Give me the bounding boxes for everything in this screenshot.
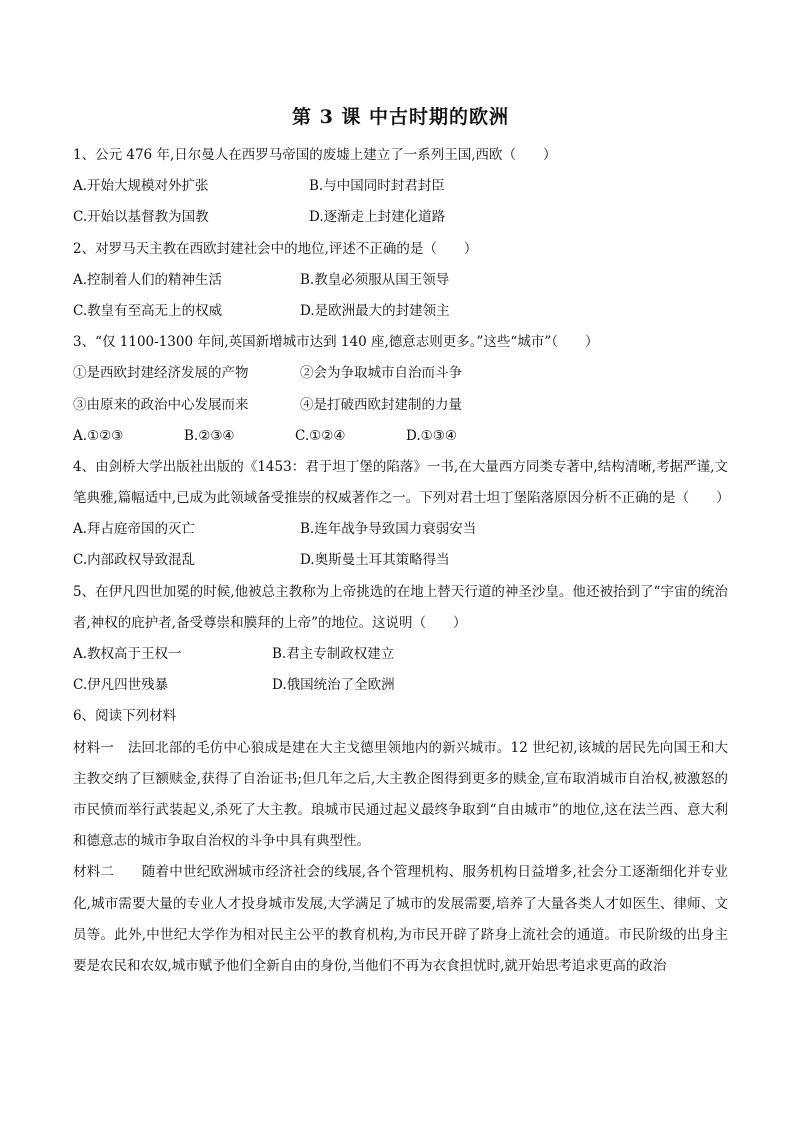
option-d: D.①③④ (406, 427, 457, 444)
option-c: C.①②④ (295, 427, 346, 444)
option-a: A.开始大规模对外扩张 (73, 178, 209, 195)
page-title: 第 3 课 中古时期的欧洲 (291, 106, 510, 128)
statement-3: ③由原来的政治中心发展而来 (73, 396, 249, 413)
option-d: D.逐渐走上封建化道路 (309, 209, 446, 226)
question-3-stem: 3、“仅 1100-1300 年间,英国新增城市达到 140 座,德意志则更多。”这些“城市”（ ） (73, 334, 599, 351)
option-b: B.连年战争导致国力衰弱安当 (300, 521, 477, 538)
option-c: C.开始以基督教为国教 (73, 209, 209, 226)
statement-2: ②会为争取城市自治而斗争 (300, 365, 462, 382)
question-3-statements-row-2 (73, 390, 728, 421)
option-b: B.君主专制政权建立 (272, 646, 395, 663)
question-1-options-row-2 (73, 202, 728, 233)
question-2-stem: 2、对罗马天主教在西欧封建社会中的地位,评述不正确的是（ ） (73, 240, 478, 257)
option-c: C.教皇有至高无上的权威 (73, 302, 223, 319)
question-5-stem: 5、在伊凡四世加冕的时候,他被总主教称为上帝挑选的在地上替天行道的神圣沙皇。他还被抬到了“宇宙的统治者,神权的庇护者,备受尊崇和膜拜的上帝”的地位。这说明（ ） (73, 583, 728, 631)
option-b: B.②③④ (184, 427, 235, 444)
question-4-options-row-2 (73, 545, 728, 576)
option-a: A.教权高于王权一 (73, 646, 182, 663)
option-a: A.控制着人们的精神生活 (73, 271, 223, 288)
material-2: 材料二 随着中世纪欧洲城市经济社会的线展,各个管理机构、服务机构日益增多,社会分工逐渐细化并专业化,城市需要大量的专业人才投身城市发展,大学满足了城市的发展需要,培养了大量各类人才如医生、律师、文员等。此外,中世纪大学作为相对民主公平的教育机构,为市民开辟了跻身上流社会的通道。市民阶级的出身主要是农民和农奴,城市赋予他们全新自由的身份,当他们不再为衣食担忧时,就开始思考追求更高的政治 (73, 864, 728, 975)
option-b: B.与中国同时封君封臣 (309, 178, 445, 195)
question-2-options-row-1 (73, 265, 728, 296)
option-a: A.①②③ (73, 427, 124, 444)
question-1-stem: 1、公元 476 年,日尔曼人在西罗马帝国的废墟上建立了一系列王国,西欧（ ） (73, 147, 557, 163)
option-d: D.俄国统治了全欧洲 (272, 677, 395, 694)
option-d: D.奥斯曼土耳其策略得当 (300, 552, 450, 569)
question-2-options-row-2 (73, 296, 728, 327)
option-c: C.伊凡四世残暴 (73, 677, 169, 694)
option-d: D.是欧洲最大的封建领主 (300, 302, 450, 319)
question-3-statements-row-1 (73, 358, 728, 389)
statement-4: ④是打破西欧封建制的力量 (300, 396, 462, 413)
material-1: 材料一 法回北部的毛仿中心狼成是建在大主戈德里领地内的新兴城市。12 世纪初,该城的居民先向国王和大主教交纳了巨额赎金,获得了自治证书;但几年之后,大主教企图得到更多的赎金,宣布取消城市自治权,被激怒的市民愤而举行武装起义,杀死了大主教。琅城市民通过起义最终争取到“自由城市”的地位,这在法兰西、意大利和德意志的城市争取自治权的斗争中具有典型性。 (73, 739, 728, 850)
option-a: A.拜占庭帝国的灭亡 (73, 521, 196, 538)
statement-1: ①是西欧封建经济发展的产物 (73, 365, 249, 382)
question-4-options-row-1 (73, 514, 728, 545)
question-5-options-row-1 (73, 639, 728, 670)
question-5-options-row-2 (73, 670, 728, 701)
option-b: B.教皇必须服从国王领导 (300, 271, 450, 288)
option-c: C.内部政权导致混乱 (73, 552, 196, 569)
question-1-options-row-1 (73, 171, 728, 202)
question-3-options-row (73, 421, 728, 452)
question-4-stem: 4、由剑桥大学出版社出版的《1453：君于坦丁堡的陷落》一书,在大量西方同类专著中,结构清晰,考据严谨,文笔典雅,篇幅适中,已成为此领域备受推崇的权威著作之一。下列对君士坦丁堡陷落原因分析不正确的是（ ） (73, 458, 730, 507)
question-6-stem: 6、阅读下列材料 (73, 708, 177, 725)
